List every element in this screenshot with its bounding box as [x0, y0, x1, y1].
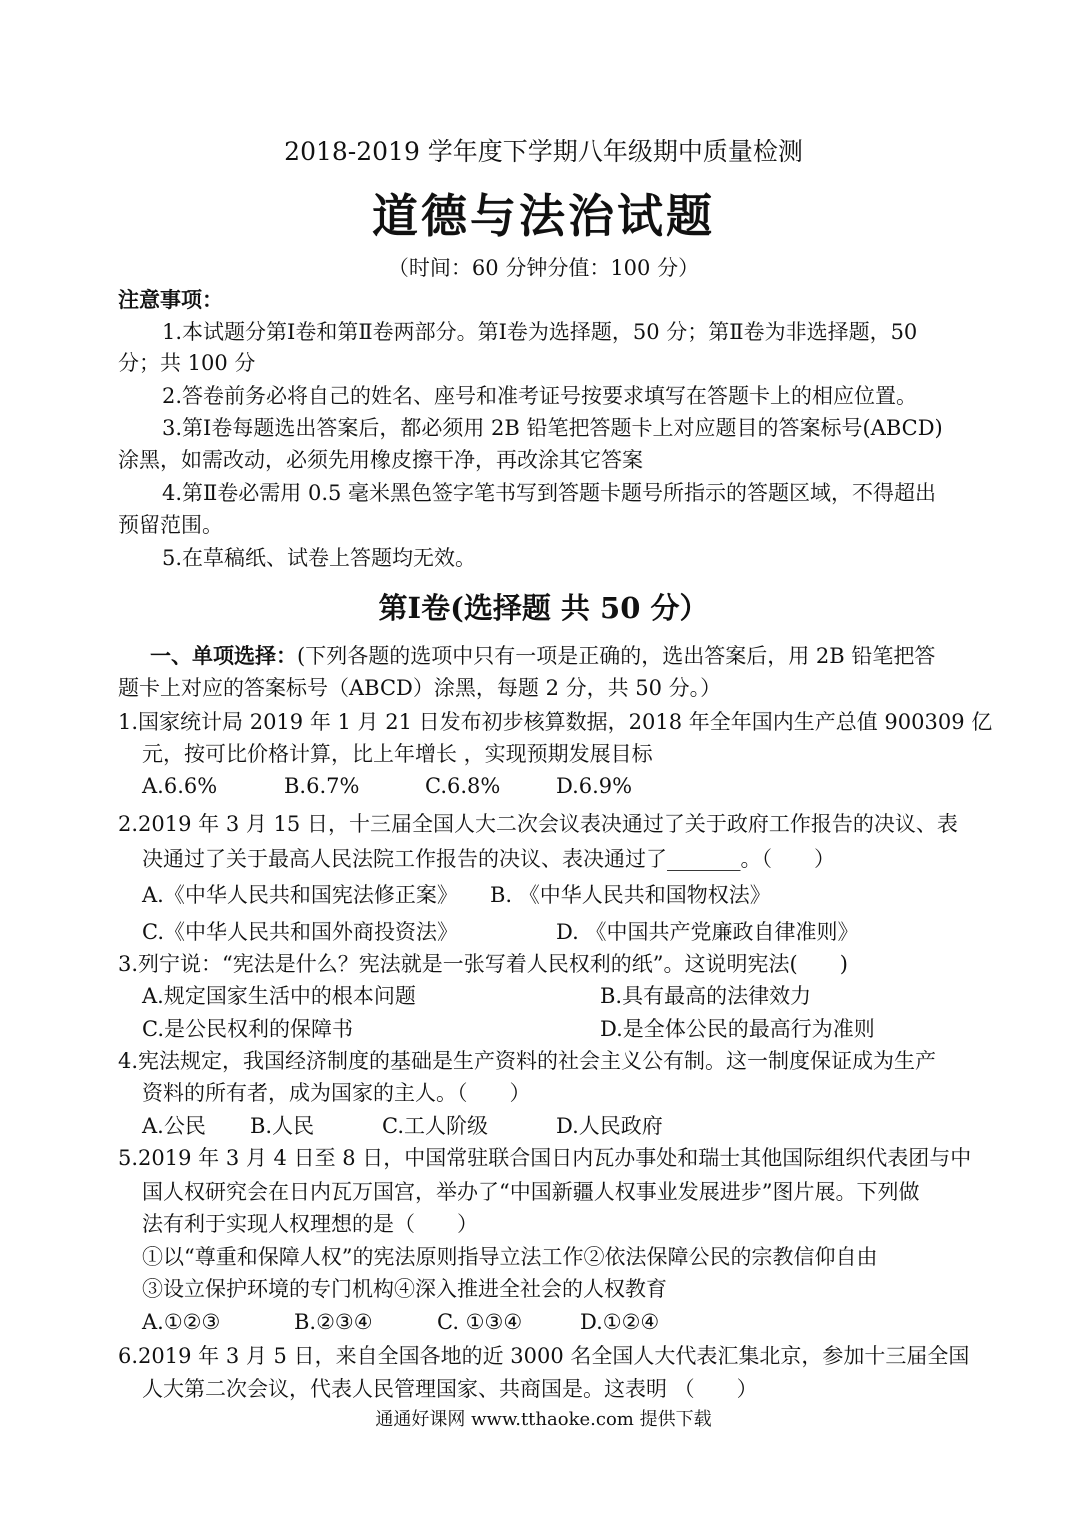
exam-title: 道德与法治试题	[372, 189, 715, 243]
section-instructions	[150, 642, 935, 670]
question-1-option-d: D.6.9%	[556, 774, 633, 798]
notes-line: 分；共 100 分	[118, 351, 256, 375]
question-5-stem-cont: 国人权研究会在日内瓦万国宫，举办了“中国新疆人权事业发展进步”图片展。下列做	[142, 1180, 920, 1204]
question-2-option-c: C.《中华人民共和国外商投资法》	[142, 920, 458, 944]
notes-line: 2.答卷前务必将自己的姓名、座号和准考证号按要求填写在答题卡上的相应位置。	[162, 384, 918, 408]
notes-line: 3.第Ⅰ卷每题选出答案后，都必须用 2B 铅笔把答题卡上对应题目的答案标号(ABCD)	[162, 416, 943, 440]
question-4-option-c: C.工人阶级	[382, 1114, 488, 1138]
section-title: 第Ⅰ卷(选择题 共 50 分）	[378, 591, 709, 625]
question-3-option-b: B.具有最高的法律效力	[600, 984, 812, 1008]
question-4-stem-cont: 资料的所有者，成为国家的主人。（ ）	[142, 1081, 531, 1105]
question-5-statement-line: ③设立保护环境的专门机构④深入推进全社会的人权教育	[142, 1277, 667, 1301]
question-5-option-d: D.①②④	[580, 1310, 660, 1334]
question-5-stem: 5.2019 年 3 月 4 日至 8 日，中国常驻联合国日内瓦办事处和瑞士其他国际组织代表团与中	[118, 1146, 972, 1170]
section-instructions-cont: 题卡上对应的答案标号（ABCD）涂黑，每题 2 分，共 50 分。）	[118, 676, 722, 700]
question-1-stem-cont: 元，按可比价格计算，比上年增长 ，实现预期发展目标	[142, 742, 653, 766]
question-2-stem: 2.2019 年 3 月 15 日，十三届全国人大二次会议表决通过了关于政府工作报告的决议、表	[118, 812, 958, 836]
section-instructions-text: (下列各题的选项中只有一项是正确的，选出答案后，用 2B 铅笔把答	[297, 644, 936, 668]
page-footer: 通通好课网 www.tthaoke.com 提供下载	[375, 1409, 712, 1430]
question-6-stem-cont: 人大第二次会议，代表人民管理国家、共商国是。这表明 （ ）	[142, 1377, 758, 1401]
question-2-option-d: D. 《中国共产党廉政自律准则》	[556, 920, 859, 944]
question-4-option-d: D.人民政府	[556, 1114, 663, 1138]
notes-heading: 注意事项：	[118, 287, 223, 312]
question-2-option-a: A.《中华人民共和国宪法修正案》	[142, 883, 458, 907]
exam-subtitle: 2018-2019 学年度下学期八年级期中质量检测	[284, 137, 803, 166]
question-2-stem-cont: 决通过了关于最高人民法院工作报告的决议、表决通过了_______。（ ）	[142, 847, 835, 871]
section-instructions-label: 一、单项选择：	[150, 643, 297, 668]
exam-time-info: （时间：60 分钟分值：100 分）	[387, 256, 700, 280]
question-5-option-a: A.①②③	[142, 1310, 221, 1334]
question-1-stem: 1.国家统计局 2019 年 1 月 21 日发布初步核算数据，2018 年全年国内生产总值 900309 亿	[118, 710, 993, 734]
question-2-option-b: B. 《中华人民共和国物权法》	[490, 883, 771, 907]
question-1-option-a: A.6.6%	[142, 774, 218, 798]
question-4-stem: 4.宪法规定，我国经济制度的基础是生产资料的社会主义公有制。这一制度保证成为生产	[118, 1049, 937, 1073]
question-4-option-b: B.人民	[250, 1114, 315, 1138]
question-3-stem: 3.列宁说：“宪法是什么？宪法就是一张写着人民权利的纸”。这说明宪法( )	[118, 952, 848, 976]
notes-line: 1.本试题分第Ⅰ卷和第Ⅱ卷两部分。第Ⅰ卷为选择题，50 分；第Ⅱ卷为非选择题，50	[162, 320, 918, 344]
notes-line: 5.在草稿纸、试卷上答题均无效。	[162, 546, 477, 570]
notes-line: 涂黑，如需改动，必须先用橡皮擦干净，再改涂其它答案	[118, 448, 643, 472]
question-1-option-b: B.6.7%	[284, 774, 360, 798]
question-5-option-b: B.②③④	[294, 1310, 373, 1334]
notes-line: 4.第Ⅱ卷必需用 0.5 毫米黑色签字笔书写到答题卡题号所指示的答题区域，不得超出	[162, 481, 937, 505]
question-3-option-c: C.是公民权利的保障书	[142, 1017, 353, 1041]
question-5-stem-cont: 法有利于实现人权理想的是（ ）	[142, 1212, 478, 1236]
question-1-option-c: C.6.8%	[425, 774, 501, 798]
question-5-statement-line: ①以“尊重和保障人权”的宪法原则指导立法工作②依法保障公民的宗教信仰自由	[142, 1245, 878, 1269]
question-6-stem: 6.2019 年 3 月 5 日，来自全国各地的近 3000 名全国人大代表汇集北京，参加十三届全国	[118, 1344, 970, 1368]
question-4-option-a: A.公民	[142, 1114, 206, 1138]
question-3-option-a: A.规定国家生活中的根本问题	[142, 984, 416, 1008]
notes-line: 预留范围。	[118, 513, 223, 537]
question-5-option-c: C. ①③④	[437, 1310, 523, 1334]
question-3-option-d: D.是全体公民的最高行为准则	[600, 1017, 875, 1041]
